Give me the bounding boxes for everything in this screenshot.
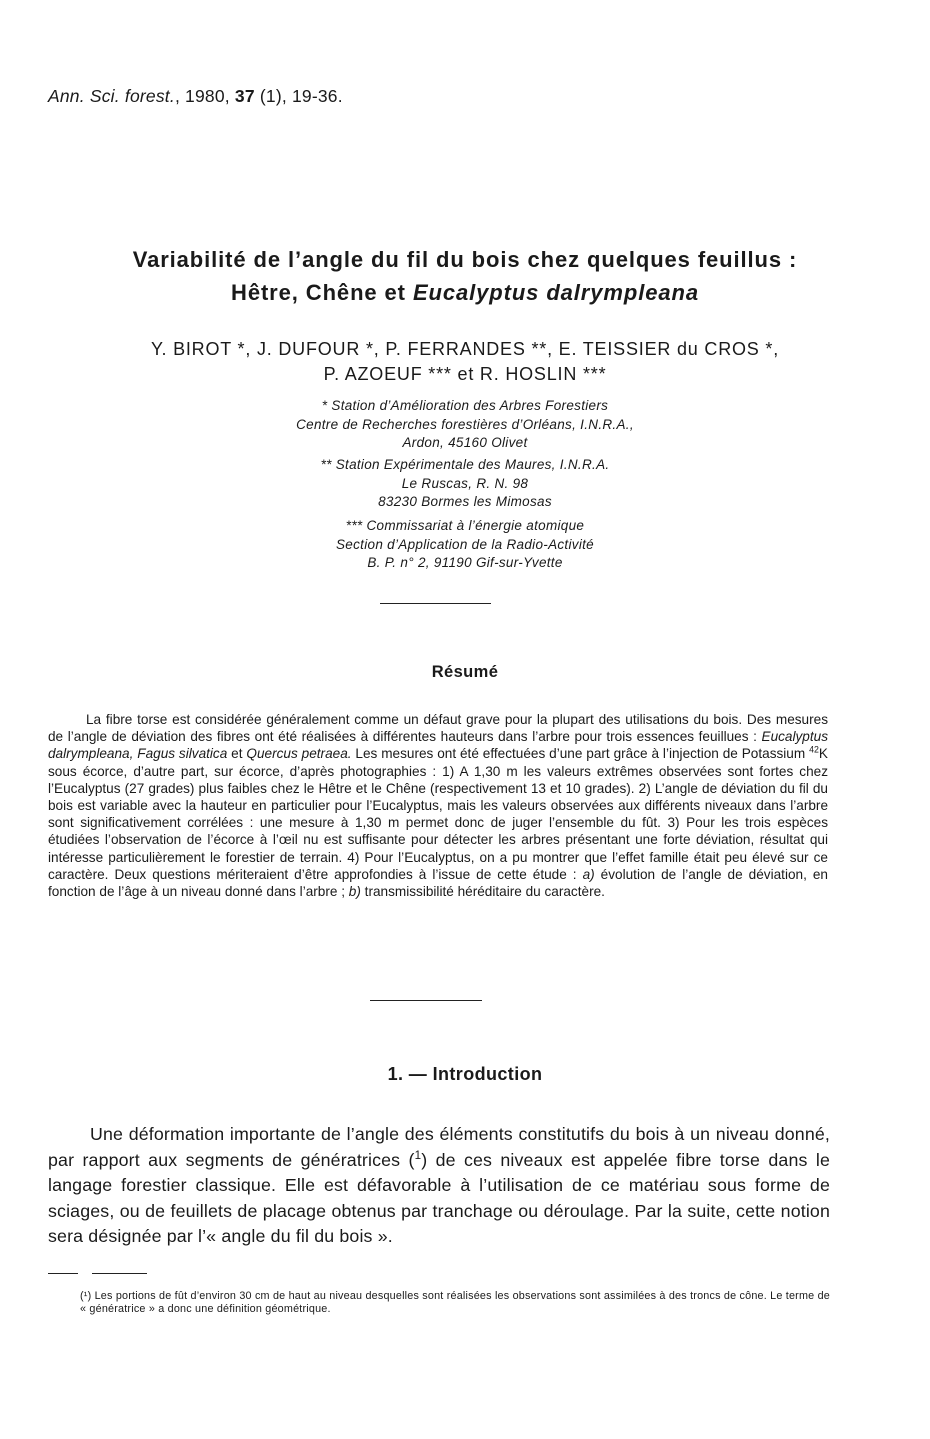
affiliation-line: ** Station Expérimentale des Maures, I.N.R.A. (320, 457, 610, 472)
title-species: Eucalyptus dalrympleana (412, 280, 699, 305)
footnote-reference: 1 (414, 1149, 422, 1162)
abstract-heading: Résumé (431, 663, 499, 681)
footnote-rule-segment (48, 1273, 78, 1274)
journal-citation (48, 86, 343, 107)
list-marker: b) (348, 884, 361, 900)
abstract-text: La fibre torse est considérée généralement comme un défaut grave pour la plupart des utilisations du bois. Des mesures de l’angle de déviation des fibres ont été réalisées à différentes hauteurs dans l’arbre pour trois essences feuillues : (48, 712, 828, 745)
section-heading-introduction: 1. — Introduction (387, 1064, 543, 1084)
title-line-1: Variabilité de l’angle du fil du bois chez quelques feuillus : (132, 247, 798, 272)
title-separator-rule (380, 603, 491, 604)
authors-line-1: Y. BIROT *, J. DUFOUR *, P. FERRANDES **, E. TEISSIER du CROS *, (150, 339, 780, 359)
citation-year: , 1980, (174, 86, 235, 106)
abstract-text: et (227, 746, 247, 762)
isotope-superscript: 42 (809, 744, 819, 755)
abstract-text: Les mesures ont été effectuées d’une part grâce à l’injection de Potassium (351, 746, 810, 762)
species-name: Quercus petraea. (246, 746, 352, 762)
affiliation-1 (0, 397, 930, 453)
article-title (0, 243, 930, 309)
affiliation-3 (0, 517, 930, 573)
title-line-2 (0, 276, 930, 309)
affiliation-line: Le Ruscas, R. N. 98 (401, 475, 529, 491)
abstract-separator-rule (370, 1000, 482, 1001)
affiliation-line: 83230 Bormes les Mimosas (378, 494, 552, 509)
affiliation-line: *** Commissariat à l’énergie atomique (345, 518, 585, 533)
author-list (0, 337, 930, 387)
affiliation-line: * Station d’Amélioration des Arbres Forestiers (321, 398, 609, 413)
affiliation-line: Section d’Application de la Radio-Activité (336, 536, 594, 552)
title-line-2-prefix: Hêtre, Chêne et (231, 280, 413, 305)
intro-text: ) de ces niveaux est appelée fibre torse dans le langage forestier classique. Elle est défavorable à l’utilisation de ce matériau sous forme de sciages, ou de feuillets de placage obtenus par tranchage ou déroulage. Par la suite, cette notion sera désignée par l’« angle du fil du bois ». (48, 1149, 830, 1246)
list-marker: a) (582, 866, 595, 882)
abstract-body (48, 711, 828, 900)
intro-text: Une déformation importante de l’angle des éléments constitutifs du bois à un niveau donné, par rapport aux segments de génératrices ( (48, 1124, 830, 1170)
abstract-text: évolution de l’angle de déviation, en fonction de l’âge à un niveau donné dans l’arbre ; (48, 866, 828, 900)
species-name: Eucalyptus dalrympleana, Fagus silvatica (48, 729, 828, 762)
footnote (80, 1290, 830, 1316)
footnote-mark: (¹) (80, 1290, 92, 1302)
citation-pages: (1), 19-36. (254, 86, 343, 106)
abstract-text: transmissibilité héréditaire du caractère. (360, 884, 605, 900)
footnote-text: Les portions de fût d’environ 30 cm de haut au niveau desquelles sont réalisées les observations sont assimilées à des troncs de cône. Le terme de « génératrice » a donc une définition géométrique. (80, 1290, 830, 1315)
affiliation-2 (0, 456, 930, 512)
footnote-rule-segment (92, 1273, 147, 1274)
introduction-paragraph (48, 1122, 830, 1250)
affiliation-line: B. P. n° 2, 91190 Gif-sur-Yvette (367, 555, 563, 570)
abstract-text: K sous écorce, d’autre part, sur écorce, d’après photographies : 1) A 1,30 m les valeurs extrêmes observées sont fortes chez l’Eucalyptus (27 grades) plus faibles chez le Hêtre et le Chêne (respectivement 13 et 10 grades). 2) L’angle de déviation du fil du bois est variable avec la hauteur en particulier pour l’Eucalyptus, mais les valeurs observées aux différents niveaux dans l’arbre sont significativement corrélées : une mesure à 1,30 m permet donc de juger l’ensemble du fût. 3) Pour les trois espèces étudiées l’observation de l’écorce à l’œil nu est suffisante pour détecter les arbres présentant une forte déviation, résultat qui intéresse particulièrement le forestier de terrain. 4) Pour l’Eucalyptus, on a pu montrer que l’effet famille était peu élevé sur ce caractère. Deux questions mériteraient d’être approfondies à l’issue de cette étude : (48, 746, 828, 882)
journal-name: Ann. Sci. forest. (48, 86, 175, 106)
authors-line-2: P. AZOEUF *** et R. HOSLIN *** (323, 364, 607, 384)
affiliation-line: Ardon, 45160 Olivet (402, 435, 528, 450)
affiliation-line: Centre de Recherches forestières d’Orléans, I.N.R.A., (296, 416, 634, 432)
citation-volume: 37 (234, 86, 255, 106)
